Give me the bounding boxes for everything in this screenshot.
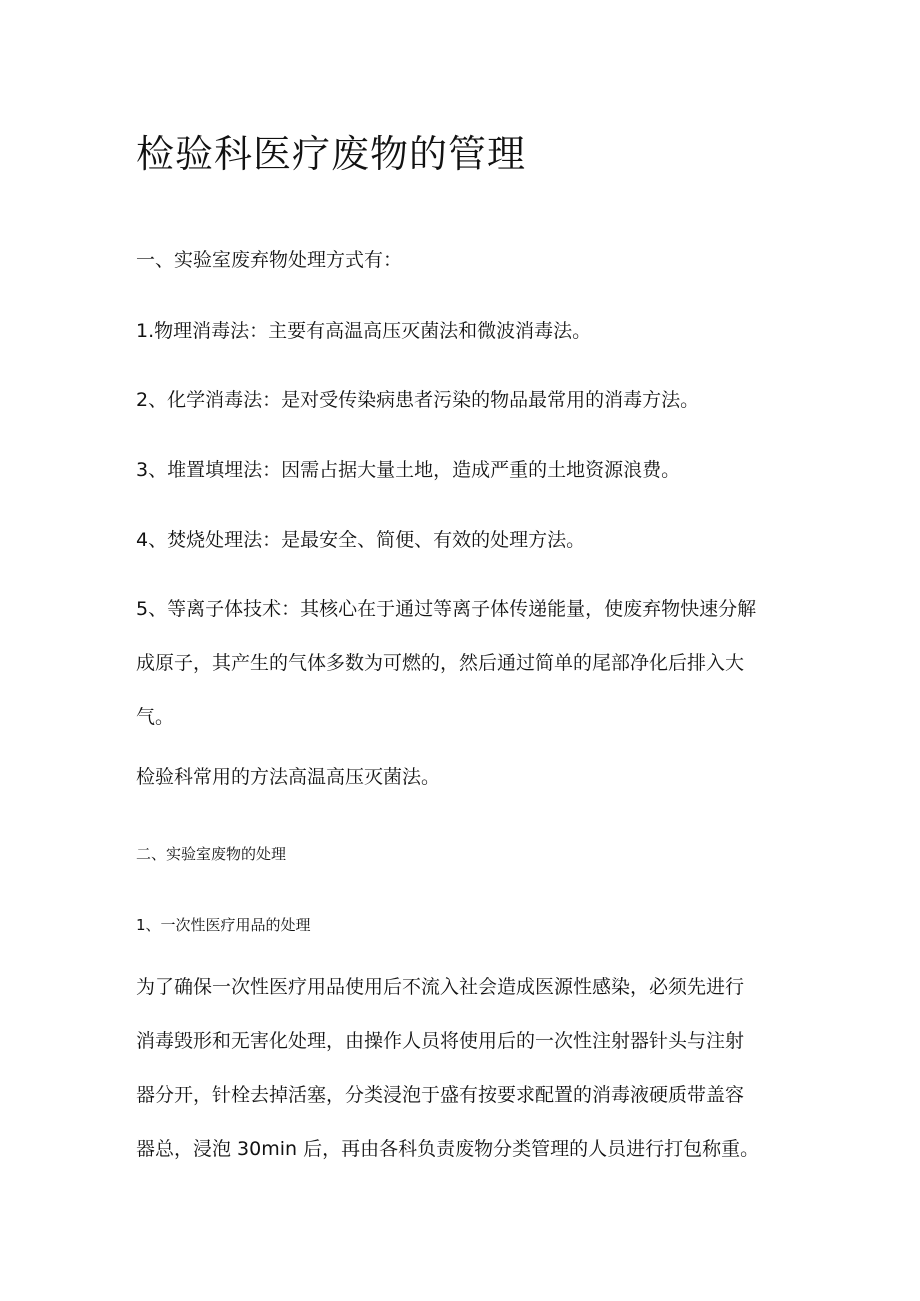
paragraph-line: 消毒毁形和无害化处理，由操作人员将使用后的一次性注射器针头与注射	[136, 1030, 745, 1052]
section-1-heading: 一、实验室废弃物处理方式有：	[136, 249, 403, 271]
disposal-paragraph	[136, 970, 796, 1186]
paragraph-line: 器分开，针栓去掉活塞，分类浸泡于盛有按要求配置的消毒液硬质带盖容	[136, 1084, 745, 1106]
method-item-4: 4、焚烧处理法：是最安全、简便、有效的处理方法。	[136, 529, 586, 551]
method-item-3: 3、堆置填埋法：因需占据大量土地，造成严重的土地资源浪费。	[136, 459, 681, 481]
document-title: 检验科医疗废物的管理	[136, 132, 527, 176]
method-item-5-line: 成原子，其产生的气体多数为可燃的，然后通过简单的尾部净化后排入大	[136, 652, 745, 674]
common-method-text: 检验科常用的方法高温高压灭菌法。	[136, 766, 441, 788]
method-item-5-line: 5、等离子体技术：其核心在于通过等离子体传递能量，使废弃物快速分解	[136, 598, 757, 620]
method-item-1: 1.物理消毒法：主要有高温高压灭菌法和微波消毒法。	[136, 320, 592, 342]
paragraph-line: 器总，浸泡 30min 后，再由各科负责废物分类管理的人员进行打包称重。	[136, 1138, 760, 1160]
subsection-1-heading: 1、一次性医疗用品的处理	[136, 916, 311, 934]
method-item-5-line: 气。	[136, 706, 175, 728]
method-item-5	[136, 592, 796, 754]
section-2-heading: 二、实验室废物的处理	[136, 845, 287, 863]
paragraph-line: 为了确保一次性医疗用品使用后不流入社会造成医源性感染，必须先进行	[136, 976, 745, 998]
method-item-2: 2、化学消毒法：是对受传染病患者污染的物品最常用的消毒方法。	[136, 389, 700, 411]
